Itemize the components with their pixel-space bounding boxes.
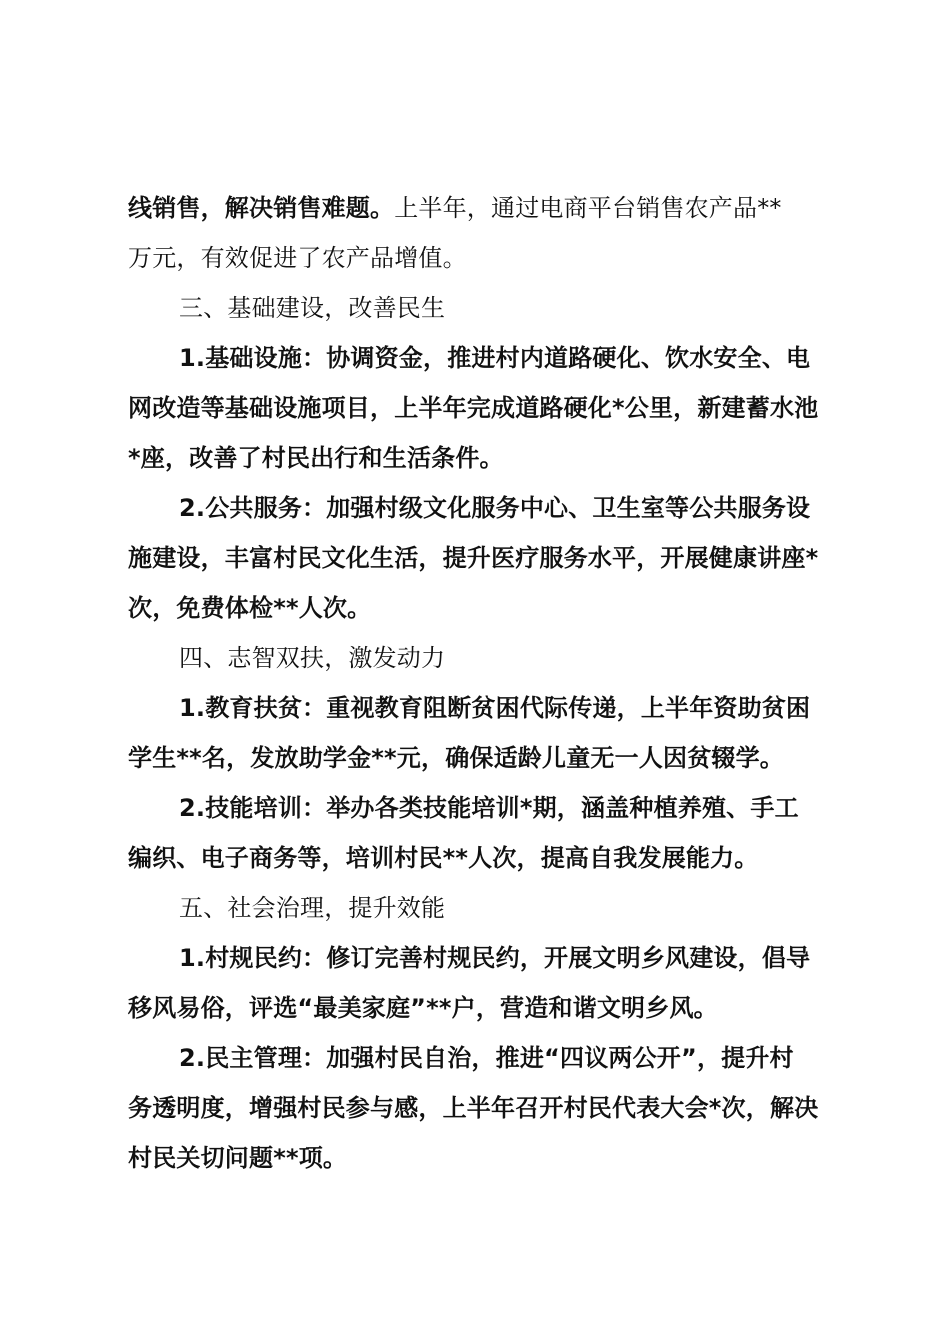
normal-text: 上半年，通过电商平台销售农产品** [394,194,782,222]
paragraph-line: 2.技能培训：举办各类技能培训*期，涵盖种植养殖、手工 [179,794,799,822]
paragraph-line: 1.教育扶贫：重视教育阻断贫困代际传递，上半年资助贫困 [179,694,811,722]
document-body [128,183,834,1183]
paragraph-line: 1.村规民约：修订完善村规民约，开展文明乡风建设，倡导 [179,944,811,972]
paragraph-line: 2.民主管理：加强村民自治，推进“四议两公开”，提升村 [179,1044,794,1072]
paragraph-line: 村民关切问题**项。 [128,1144,348,1172]
paragraph-line: 学生**名，发放助学金**元，确保适龄儿童无一人因贫辍学。 [128,744,785,772]
normal-text: 万元，有效促进了农产品增值。 [128,244,467,272]
section-heading: 五、社会治理，提升效能 [179,894,446,922]
paragraph-line: 2.公共服务：加强村级文化服务中心、卫生室等公共服务设 [179,494,811,522]
paragraph-line: 网改造等基础设施项目，上半年完成道路硬化*公里，新建蓄水池 [128,394,819,422]
paragraph-line [128,183,834,233]
paragraph-line: 1.基础设施：协调资金，推进村内道路硬化、饮水安全、电 [179,344,811,372]
bold-text: 线销售，解决销售难题。 [128,194,395,222]
paragraph-line: 移风易俗，评选“最美家庭”**户，营造和谐文明乡风。 [128,994,718,1022]
section-heading: 三、基础建设，改善民生 [179,294,446,322]
paragraph-line: 编织、电子商务等，培训村民**人次，提高自我发展能力。 [128,844,759,872]
paragraph-line: 次，免费体检**人次。 [128,594,372,622]
paragraph-line: 务透明度，增强村民参与感，上半年召开村民代表大会*次，解决 [128,1094,819,1122]
paragraph-line: *座，改善了村民出行和生活条件。 [128,444,504,472]
section-heading: 四、志智双扶，激发动力 [179,644,446,672]
paragraph-line: 施建设，丰富村民文化生活，提升医疗服务水平，开展健康讲座* [128,544,819,572]
paragraph-line [128,233,834,283]
